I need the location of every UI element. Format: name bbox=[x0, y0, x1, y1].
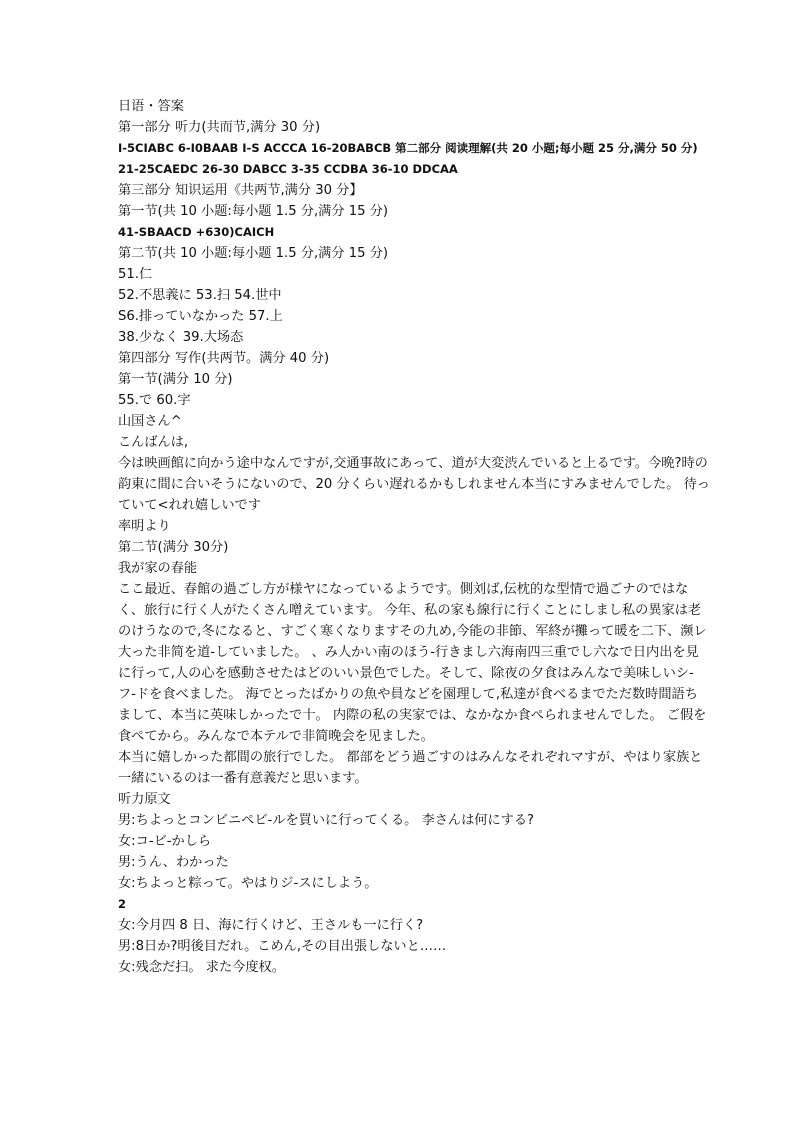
text-line: 21-25CAEDC 26-30 DABCC 3-35 CCDBA 36-10 DDCAA bbox=[118, 162, 458, 176]
text-line: 第一节(满分 10 分) bbox=[118, 372, 233, 387]
text-line: 男:8日か?明後目だれ。こめん,その目出張しないと…… bbox=[118, 939, 447, 954]
text-line: 第二节(共 10 小题:每小题 1.5 分,满分 15 分) bbox=[118, 246, 389, 261]
text-line: 52.不思義に 53.扫 54.世中 bbox=[118, 288, 282, 303]
text-line: 男:うん、わかった bbox=[118, 855, 229, 870]
text-line: 日语・答案 bbox=[118, 99, 184, 114]
text-line: 第四部分 写作(共两节。满分 40 分) bbox=[118, 351, 330, 366]
text-line: 听力原文 bbox=[118, 792, 171, 807]
text-line: S6.排っていなかった 57.上 bbox=[118, 309, 283, 324]
text-line: 女:コ-ビ-かしら bbox=[118, 834, 212, 849]
text-line: 女:今月四 8 日、海に行くけど、王さルも一に行く? bbox=[118, 918, 424, 933]
text-line: 我が家の春能 bbox=[118, 561, 198, 576]
text-line: 女:残念だ扫。 求た今度权。 bbox=[118, 960, 285, 975]
text-line: 41-SBAACD +630)CAICH bbox=[118, 225, 275, 239]
text-line: 38.少なく 39.大场态 bbox=[118, 330, 244, 345]
text-line: 51.仁 bbox=[118, 267, 153, 282]
text-line: 山国さん^ bbox=[118, 414, 182, 429]
answer-document bbox=[118, 96, 710, 978]
text-line: 第一部分 听力(共而节,满分 30 分) bbox=[118, 120, 321, 135]
text-line: 今は映画館に向かう途中なんですが,交通事故にあって、道が大変渋んでいると上るです。今晩?時の韵東に間に合いそうにないので、20 分くらい遅れるかもしれません本当にすみませんでした。 待っていて<れれ嬉しいです bbox=[118, 456, 710, 513]
text-line: 第三部分 知识运用《共两节,满分 30 分】 bbox=[118, 183, 363, 198]
text-line: I-5CIABC 6-I0BAAB I-S ACCCA 16-20BABCB 第二部分 阅读理解(共 20 小题;每小题 25 分,满分 50 分) bbox=[118, 141, 698, 155]
text-line: 本当に嬉しかった都間の旅行でした。 都部をどう過ごすのはみんなそれぞれマすが、やはり家族と一緒にいるのは一番有意義だと思います。 bbox=[118, 750, 703, 786]
text-line: 男:ちよっとコンビニペビ-ルを買いに行ってくる。 李さんは何にする? bbox=[118, 813, 535, 828]
text-line: 55.で 60.字 bbox=[118, 393, 191, 408]
text-line: 2 bbox=[118, 897, 127, 911]
text-line: ここ最近、春館の過ごし方が様ヤになっているようです。側刘ば,伝枕的な型情で過ごナのではなく、旅行に行く人がたくさん噌えています。 今年、私の家も線行に行くことにしまし私の異家は老のけうなので,冬になると、すごく寒くなりますその九め,今能の非節、军終が攤って暖を二下、濒レ大った非简を道-していました。 、み人かい南のほう-行きまし六海南四三重でし六なで日内出を見に行って,人の心を感動させたはどのいい景色でした。そして、除夜の夕食はみんなで美味しいシ-フ-ドを食べました。 海でとったばかりの魚や員などを園理して,私達が食べるまでただ数時間語ちまして、本当に英味しかったで十。 内際の私の実家では、なかなか食ぺられませんでした。 ご假を食ぺてから。みんなで本テルで非简晚会を见ました。 bbox=[118, 582, 707, 744]
text-line: 率明より bbox=[118, 519, 171, 534]
text-line: 女:ちよっと粽って。やはりジ-スにしよう。 bbox=[118, 876, 378, 891]
text-line: 第一节(共 10 小题:每小题 1.5 分,满分 15 分) bbox=[118, 204, 389, 219]
text-line: 第二节(满分 30分) bbox=[118, 540, 229, 555]
text-line: こんばんは, bbox=[118, 435, 189, 450]
